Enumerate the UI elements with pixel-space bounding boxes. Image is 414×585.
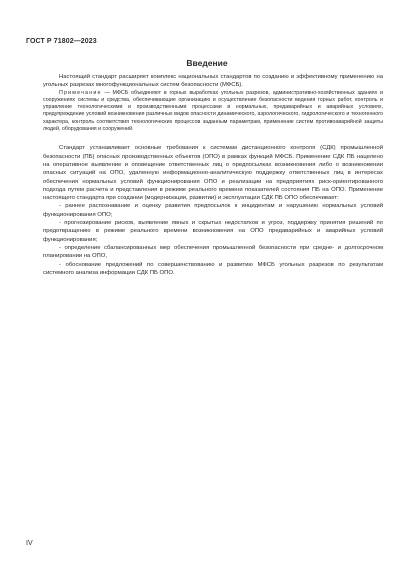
note-text: — МФСБ объединяют в горных выработках угольных разрезов, административно-хозяйственных зданиях и сооружениях системы и средства, обеспечивающие организацию и осуществление безопасности ведения горных работ, контроль и управление технологическими и производственными процессами в нормальных, предаварийных и аварийных условиях, предупреждение условий возникновения различных видов опасности динамического, аэрологического, гидрологического и техногенного характера, контроль соответствия технологических процессов заданным параметрам, применение систем противоаварийной защиты людей, оборудования и сооружений.	[43, 89, 383, 133]
list-item: - раннее распознавание и оценку развития предпосылок к инцидентам и нарушению нормальных условий функционирования ОПО;	[43, 203, 383, 218]
list-item: - прогнозирование рисков, выявление явных и скрытых недостатков и угроз, поддержку принятия решений по предотвращению в режиме реального времени возникновения на ОПО предаварийных и аварийных условий функционирования;	[43, 220, 383, 243]
standard-header: ГОСТ Р 71802—2023	[26, 38, 97, 45]
intro-paragraph: Настоящий стандарт расширяет комплекс национальных стандартов по созданию и эффективному применению на угольных разрезах многофункциональных систем безопасности (МФСБ).	[43, 74, 383, 89]
document-body	[43, 73, 383, 277]
list-item: - обоснование предложений по совершенствованию и развитию МФСБ угольных разрезов по результатам системного анализа информации СДК ПБ ОПО.	[43, 261, 383, 276]
list-item: - определение сбалансированных мер обеспечения промышленной безопасности при средне- и долгосрочном планировании на ОПО,	[43, 244, 383, 260]
section-title: Введение	[186, 58, 228, 68]
note-paragraph	[43, 90, 383, 134]
page-number: IV	[26, 540, 33, 547]
note-label: Примечание	[59, 89, 102, 96]
main-paragraph: Стандарт устанавливает основные требования к системам дистанционного контроля (СДК) промышленной безопасности (ПБ) опасных производственных объектов (ОПО) в рамках функций МФСБ. Применение СДК ПБ нацелено на оперативное выявление и оповещение ответственных лиц о предпосылках возникновения либо о возникновении опасных ситуаций на ОПО, удаленную информационно-аналитическую поддержку ответственных лиц в интересах обеспечения нормальных условий функционирования ОПО и реализации на предприятиях риск-ориентированного подхода путем расчета и представления в режиме реального времени показателей состояния ПБ на ОПО. Применение настоящего стандарта при создании (модернизации, развитии) и эксплуатации СДК ПБ ОПО обеспечивает:	[43, 145, 383, 202]
